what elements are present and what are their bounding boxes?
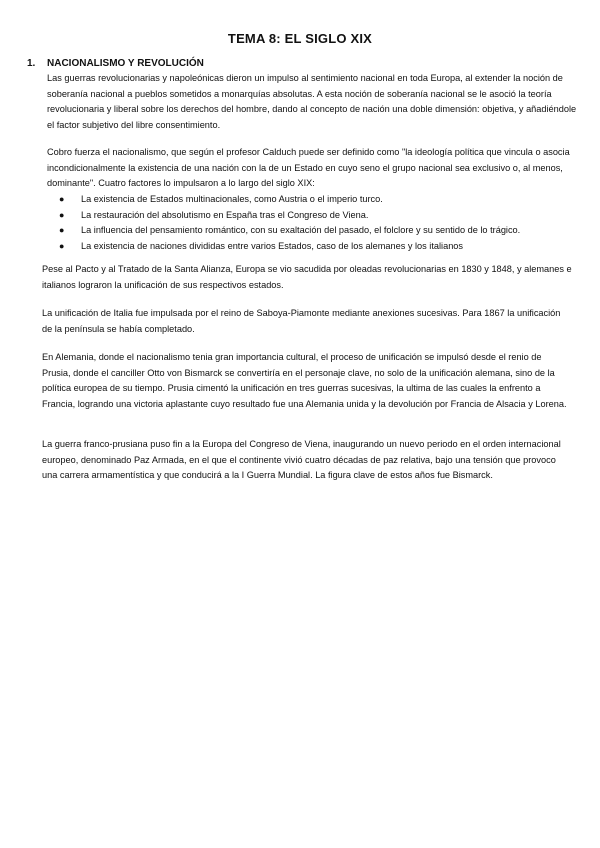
list-item (59, 208, 520, 224)
section-heading (27, 58, 204, 69)
list-item-text: La influencia del pensamiento romántico, con su exaltación del pasado, el folclore y su sentido de lo trágico. (81, 225, 521, 236)
paragraph-revolutions: Pese al Pacto y al Tratado de la Santa Alianza, Europa se vio sacudida por oleadas revolucionarias en 1830 y 1848, y alemanes e italianos lograron la unificación de sus respectivos estados. (42, 264, 572, 290)
list-item-text: La existencia de naciones divididas entre varios Estados, caso de los alemanes y los italianos (81, 240, 464, 251)
list-item-text: La existencia de Estados multinacionales, como Austria o el imperio turco. (81, 194, 383, 204)
bullet-icon: ● (59, 225, 65, 236)
bullet-icon: ● (59, 194, 65, 204)
section-heading-text: NACIONALISMO Y REVOLUCIÓN (47, 58, 204, 69)
paragraph-intro: Las guerras revolucionarias y napoleónicas dieron un impulso al sentimiento nacional en toda Europa, al extender la noción de soberanía nacional a pueblos sometidos a monarquías absolutas. A esta noción de soberanía nacional se le asoció la teoría revolucionaria y liberal sobre los derechos del hombre, dando al concepto de nación una doble dimensión: objetiva, y añadiéndole el factor subjetivo del libre consentimiento. (47, 73, 577, 130)
list-item-text: La restauración del absolutismo en España tras el Congreso de Viena. (81, 209, 369, 220)
page-title: TEMA 8: EL SIGLO XIX (227, 31, 373, 46)
list-item (59, 223, 520, 239)
bullet-icon: ● (59, 209, 65, 220)
paragraph-nationalism-definition: Cobro fuerza el nacionalismo, que según el profesor Calduch puede ser definido como "la ideología política que vincula o asocia incondicionalmente la existencia de una nación con la de un Estado en cuyo seno el grupo nacional sea exclusivo o, al menos, dominante". Cuatro factores lo impulsaron a lo largo del siglo XIX: (47, 147, 570, 189)
section-number: 1. (27, 58, 36, 69)
list-item (59, 239, 520, 255)
paragraph-italy: La unificación de Italia fue impulsada por el reino de Saboya-Piamonte mediante anexiones sucesivas. Para 1867 la unificación de la península se había completado. (42, 308, 561, 334)
list-item (59, 192, 520, 208)
bullet-icon: ● (59, 240, 65, 251)
factors-list (59, 192, 520, 254)
paragraph-armed-peace: La guerra franco-prusiana puso fin a la Europa del Congreso de Viena, inaugurando un nuevo periodo en el orden internacional europeo, denominado Paz Armada, en el que el continente vivió cuatro décadas de paz relativa, bajo una tensión que provoco una carrera armamentística y que conducirá a la I Guerra Mundial. La figura clave de estos años fue Bismarck. (42, 439, 561, 481)
paragraph-germany: En Alemania, donde el nacionalismo tenia gran importancia cultural, el proceso de unificación se impulsó desde el renio de Prusia, donde el canciller Otto von Bismarck se convertiría en el personaje clave, no solo de la unificación alemana, sino de la política europea de su tiempo. Prusia cimentó la unificación en tres guerras sucesivas, la ultima de las cuales la enfrento a Francia, logrando una victoria aplastante cuyo resultado fue una Alemania unida y la devolución por Francia de Alsacia y Lorena. (42, 352, 567, 409)
